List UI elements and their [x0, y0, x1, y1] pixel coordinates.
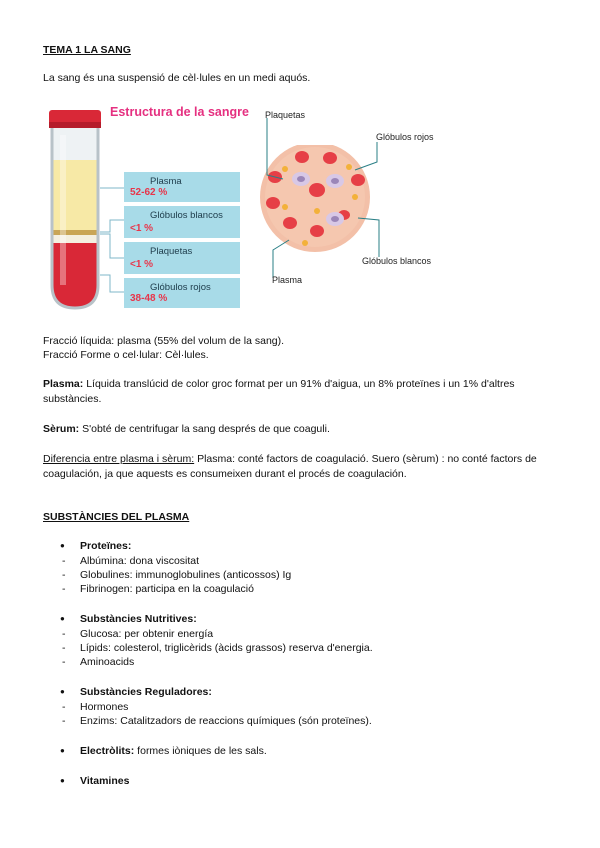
label-white-cells	[124, 206, 240, 238]
label-plasma	[124, 172, 240, 202]
circle-label-globulos-blancos: Glóbulos blancos	[362, 256, 432, 266]
label-red-cells	[124, 278, 240, 308]
fraction-liquid: Fracció líquida: plasma (55% del volum de la sang).	[43, 335, 285, 347]
label-plasma-name: Plasma	[150, 176, 182, 187]
fraction-formed: Fracció Forme o cel·lular: Cèl·lules.	[43, 349, 209, 361]
plasma-definition	[43, 377, 558, 407]
plasma-text: Líquida translúcid de color groc format per un 91% d'aigua, un 8% proteïnes i un 1% d'altres substàncies.	[43, 378, 515, 405]
bullet-nutritives-label: Substàncies Nutritives:	[80, 613, 197, 625]
serum-text: S'obté de centrifugar la sang després de que coaguli.	[79, 423, 330, 435]
label-red-cells-value: 38-48 %	[130, 293, 168, 304]
label-white-cells-name: Glóbulos blancos	[150, 210, 223, 221]
circle-label-plaquetas: Plaquetas	[265, 110, 306, 120]
label-red-cells-name: Glóbulos rojos	[150, 282, 211, 293]
difference-text: Plasma: conté factors de coagulació. Suero (sèrum) : no conté factors de coagulación, ja que aquests es consumeixen durant el procés de coagulación.	[43, 453, 537, 480]
circle-label-globulos-rojos: Glóbulos rojos	[376, 132, 434, 142]
page-title: TEMA 1 LA SANG	[43, 44, 131, 56]
bullet-reguladores-label: Substàncies Reguladores:	[80, 686, 212, 698]
intro-text: La sang és una suspensió de cèl·lules en un medi aquós.	[43, 72, 311, 84]
bullet-proteins-label: Proteïnes:	[80, 540, 132, 552]
serum-definition	[43, 423, 330, 436]
label-plasma-value: 52-62 %	[130, 187, 168, 198]
label-platelets-name: Plaquetas	[150, 246, 193, 257]
label-white-cells-value: <1 %	[130, 223, 154, 234]
serum-term: Sèrum:	[43, 423, 80, 435]
plasma-serum-difference	[43, 452, 558, 482]
bullet-electrolits-text: Electròlits: formes iòniques de les sals.	[80, 745, 267, 757]
circle-label-plasma: Plasma	[272, 275, 303, 285]
section-title: SUBSTÀNCIES DEL PLASMA	[43, 511, 190, 523]
difference-term: Diferencia entre plasma i sèrum:	[43, 453, 195, 465]
document-page: TEMA 1 LA SANG La sang és una suspensió de cèl·lules en un medi aquós. Estructura de la sangre Plasma 52-62 % Glóbulos blancos <1 % Plaquetas <1 % Glóbulos rojos 38-48 % Plaquetas Glóbulos rojos Glóbulos blancos Plasma Fracció líquida: plasma (55% del volum de la sang). Fracció Forme o cel·lular: Cèl·lules. Plasma: Líquida translúcid de color groc format per un 91% d'aigua, un 8% proteïnes i un 1% d'altres substàncies. Sèrum: S'obté de centrifugar la sang després de que coaguli. Diferencia entre plasma i sèrum: Plasma: conté factors de coagulació. Suero (sèrum) : no conté factors de coagulación, ja que aquests es consumeixen durant el procés de coagulación. SUBSTÀNCIES DEL PLASMA Proteïnes: - Albúmina: dona viscositat - Globulines: immunoglobulines (anticossos) Ig - Fibrinogen: participa en la coagulació Substàncies Nutritives: - Glucosa: per obtenir energía - Lípids: colesterol, triglicèrids (àcids grassos) reserva d'energia. - Aminoacids Substàncies Reguladores: - Hormones - Enzims: Catalitzadors de reaccions químiques (són proteïnes). Electròlits: formes iòniques de les sals. Vitamines	[0, 0, 600, 848]
pointer-lines	[100, 100, 130, 315]
plasma-term: Plasma:	[43, 378, 84, 390]
blood-structure-figure	[40, 100, 460, 315]
figure-title: Estructura de la sangre	[110, 105, 249, 119]
label-platelets-value: <1 %	[130, 259, 154, 270]
label-platelets	[124, 242, 240, 274]
bullet-vitamines-label: Vitamines	[80, 775, 130, 787]
